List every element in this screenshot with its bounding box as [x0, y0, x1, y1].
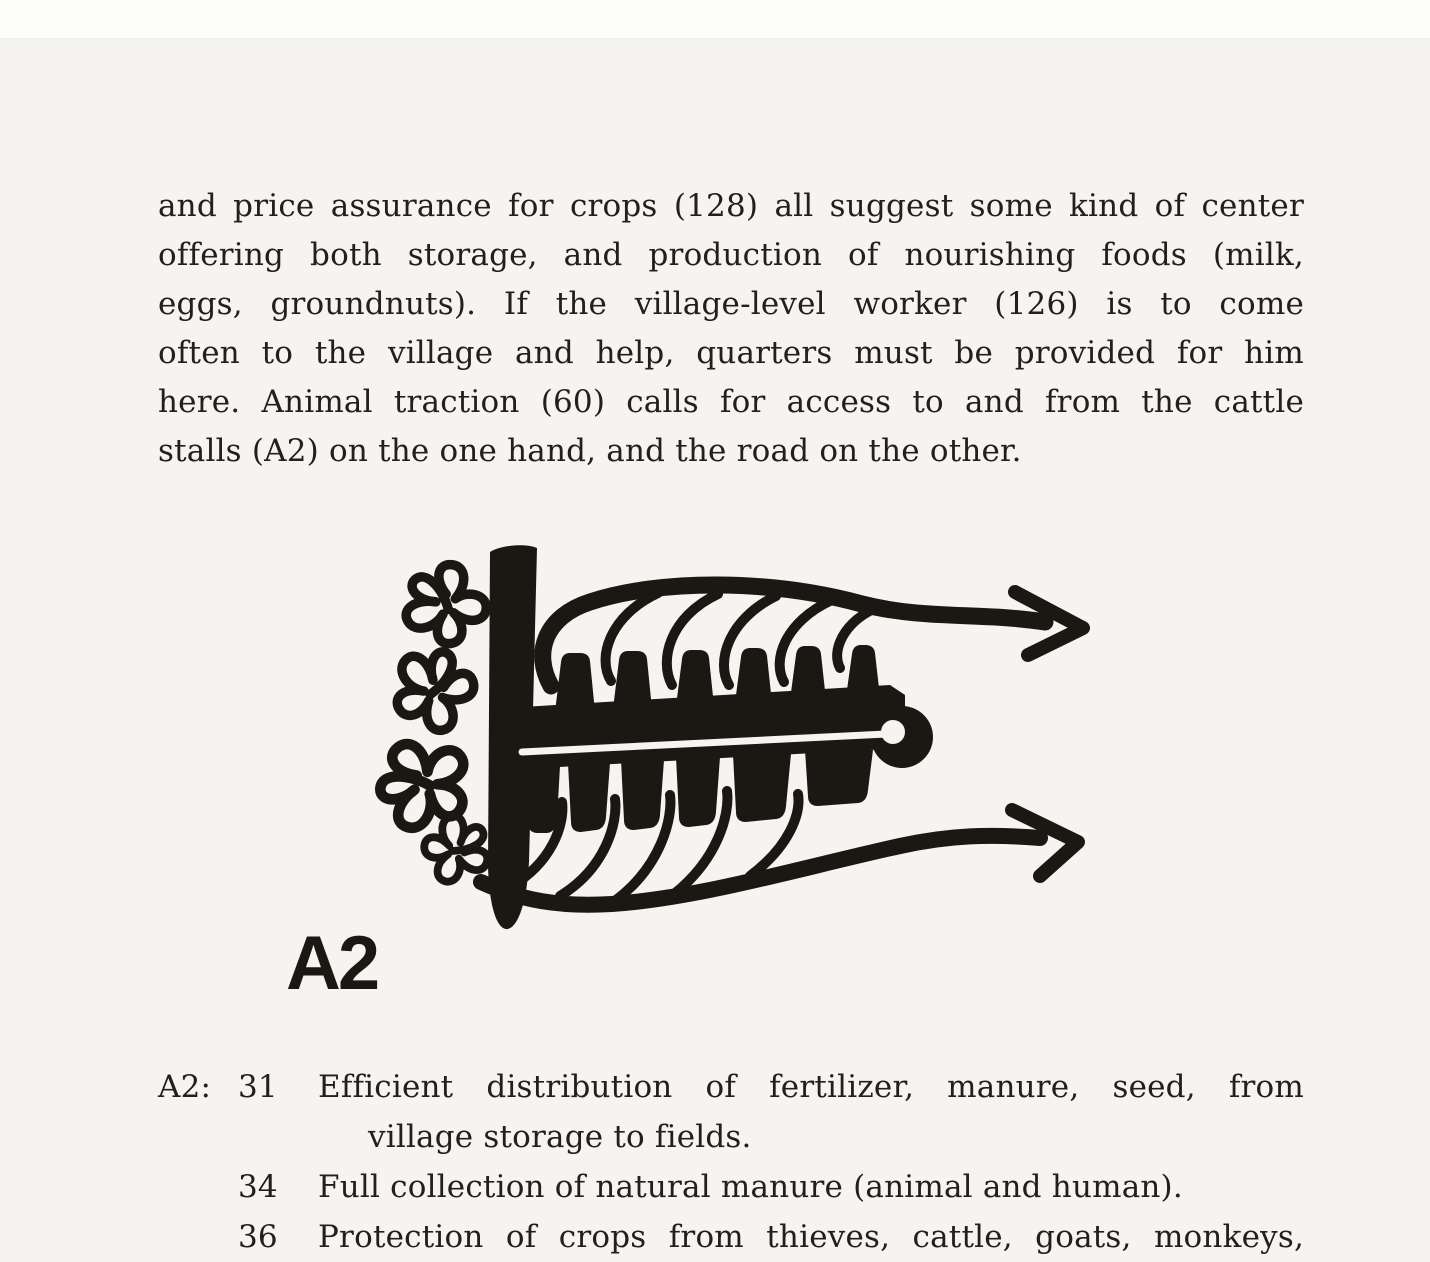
paragraph-line: offering both storage, and production of nourishing foods (milk, — [158, 237, 1304, 273]
list-item-text: Efficient distribution of fertilizer, manure, seed, from — [318, 1069, 1304, 1105]
list-item — [158, 1062, 1304, 1112]
scan-top-edge — [0, 0, 1430, 39]
paragraph-line: often to the village and help, quarters must be provided for him — [158, 335, 1304, 371]
paragraph-line: stalls (A2) on the one hand, and the road on the other. — [158, 433, 1022, 469]
reference-list — [158, 1062, 1304, 1262]
diagram-label: A2 — [286, 921, 378, 1006]
list-item-continuation — [158, 1112, 1304, 1162]
list-item-number: 36 — [238, 1219, 278, 1255]
list-item-text: Protection of crops from thieves, cattle, goats, monkeys, — [318, 1219, 1304, 1255]
flower-icon — [400, 556, 495, 651]
list-item-number: 34 — [238, 1169, 278, 1205]
flower-icon — [393, 649, 477, 734]
cattle-stalls-diagram — [365, 530, 1125, 954]
list-item — [158, 1212, 1304, 1262]
list-item-number: 31 — [238, 1069, 278, 1105]
list-item — [158, 1162, 1304, 1212]
paragraph-line: here. Animal traction (60) calls for access to and from the cattle — [158, 384, 1304, 420]
paragraph-line: and price assurance for crops (128) all suggest some kind of center — [158, 188, 1304, 224]
list-prefix: A2: — [158, 1069, 212, 1105]
flowers-cluster — [365, 556, 500, 895]
body-paragraph — [158, 182, 1304, 476]
paragraph-line: eggs, groundnuts). If the village-level worker (126) is to come — [158, 286, 1304, 322]
list-item-text: Full collection of natural manure (animal and human). — [318, 1169, 1183, 1205]
list-item-text: village storage to fields. — [368, 1119, 752, 1155]
